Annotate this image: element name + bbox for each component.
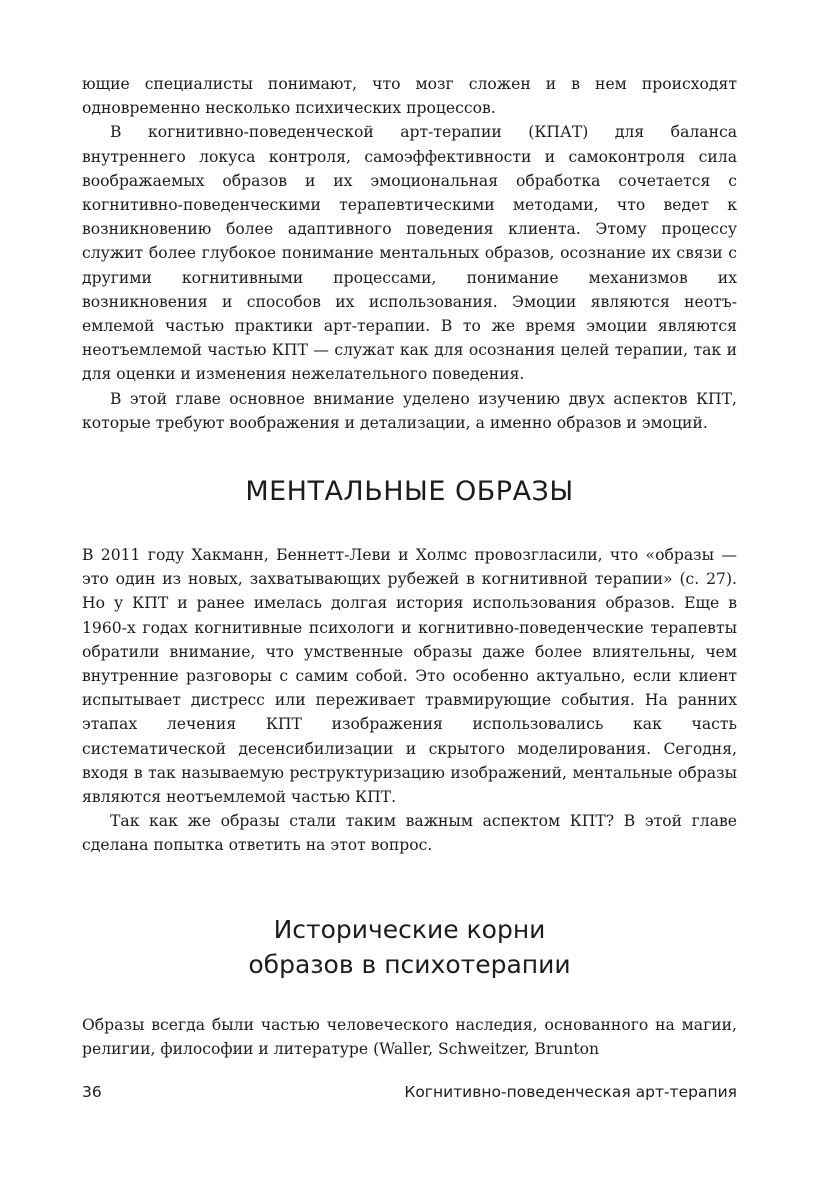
paragraph-kpat-intro: В когнитивно-поведенческой арт-терапии (КПАТ) для баланса внутреннего локуса контроля, самоэффективности и самоконтроля сила воображаемых образов и их эмоциональная обработка сочетается с когнитивно-поведенческими терапевтическими методами, что ведет к возникновению более адаптивного поведения клиента. Этому процессу служит более глубокое понимание ментальных образов, осознание их связи с другими когнитивными процессами, понимание механизмов их возникновения и способов их использования. Эмоции являются неотъемлемой частью практики арт-терапии. В то же время эмоции являются неотъемлемой частью КПТ — служат как для осознания целей терапии, так и для оценки и изменения нежелательного поведения.: [82, 123, 737, 384]
paragraph-continuation: ющие специалисты понимают, что мозг сложен и в нем происходят одновременно несколько психических процессов.: [82, 75, 737, 118]
paragraph-history: Образы всегда были частью человеческого наследия, основанного на магии, религии, философии и литературе (Waller, Schweitzer, Brunton: [82, 1015, 737, 1058]
sub-heading-line-1: Исторические корни: [273, 914, 546, 944]
page-number: 36: [82, 1083, 102, 1101]
page-content: [82, 72, 737, 1061]
paragraph-question: Так как же образы стали таким важным аспектом КПТ? В этой главе сделана попытка ответить на этот вопрос.: [82, 812, 737, 855]
running-title: Когнитивно-поведенческая арт-терапия: [404, 1083, 737, 1101]
paragraph-chapter-focus: В этой главе основное внимание уделено изучению двух аспектов КПТ, которые требуют воображения и детализации, а именно образов и эмоций.: [82, 389, 737, 432]
paragraph-mental-images: В 2011 году Хакманн, Беннетт-Леви и Холмс провозгласили, что «образы — это один из новых, захватывающих рубежей в когнитивной терапии» (с. 27). Но у КПТ и ранее имелась долгая история использования образов. Еще в 1960-х годах когнитивные психологи и когнитивно-поведенческие терапевты обратили внимание, что умственные образы даже более влиятельны, чем внутренние разговоры с самим собой. Это особенно актуально, если клиент испытывает дистресс или переживает травмирующие события. На ранних этапах лечения КПТ изображения использовались как часть систематической десенсибилизации и скрытого моделирования. Сегодня, входя в так называемую реструктуризацию изображений, ментальные образы являются неотъемлемой частью КПТ.: [82, 546, 737, 807]
page-footer: [82, 1083, 737, 1101]
sub-heading-line-2: образов в психотерапии: [248, 949, 571, 979]
sub-heading: [82, 912, 737, 982]
section-heading: МЕНТАЛЬНЫЕ ОБРАЗЫ: [245, 476, 574, 508]
